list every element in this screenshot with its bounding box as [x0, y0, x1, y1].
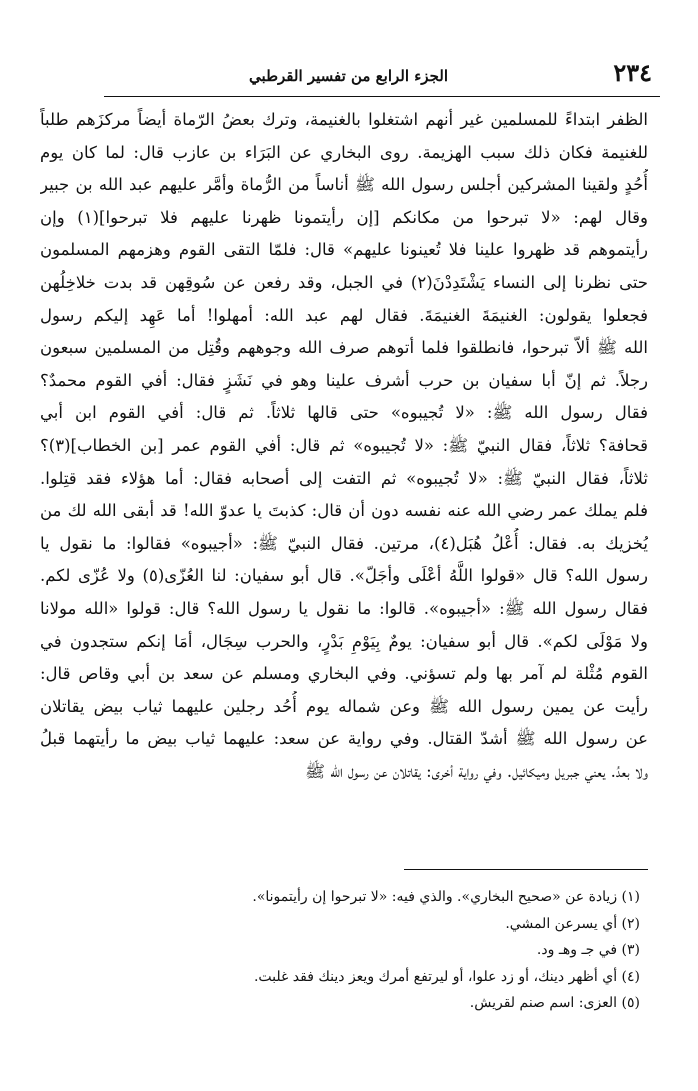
page-header	[108, 58, 652, 92]
header-rule	[104, 96, 660, 97]
footnote-3: (٣) في جـ وهـ ود.	[536, 942, 640, 958]
text-line: للغنيمة فكان ذلك سبب الهزيمة. روى البخاري عن البَرَاء بن عازب قال: لما كان يوم	[40, 142, 648, 162]
text-line: فقال رسول الله ﷺ: «أجيبوه». قالوا: ما نقول يا رسول الله؟ قال: قولوا «الله مولانا	[40, 598, 648, 618]
text-line: عن رسول الله ﷺ أشدّ القتال. وفي رواية عن سعد: عليهما ثياب بيض ما رأيتهما قبلُ	[40, 729, 648, 749]
running-title: الجزء الرابع من تفسير القرطبي	[249, 67, 448, 85]
footnote-rule	[404, 869, 648, 870]
text-line: ولا مَوْلَى لكم». قال أبو سفيان: يومٌ بِيَوْمِ بَدْرٍ، والحرب سِجَال، أمَا إنكم ستجدون في	[40, 631, 648, 651]
text-line: رأيتموهم قد ظهروا علينا فلا تُعينونا عليهم» قال: فلمّا التقى القوم وهزمهم المسلمون	[40, 240, 648, 260]
text-line: أُحُدٍ ولقينا المشركين أجلس رسول الله ﷺ أناساً من الرُّماة وأمَّر عليهم عبد الله بن جبير	[40, 175, 648, 195]
text-line: الظفر ابتداءً للمسلمين غير أنهم اشتغلوا بالغنيمة، وترك بعضُ الرّماة أيضاً مركزَهم طلباً	[40, 110, 648, 129]
footnote-5: (٥) العزى: اسم صنم لقريش.	[469, 995, 640, 1011]
text-line: قحافة؟ ثلاثاً، فقال النبيّ ﷺ: «لا تُجيبوه» ثم قال: أفي القوم عمر [بن الخطاب](٣)؟	[40, 435, 648, 455]
text-line: فجعلوا يقولون: الغنيمَةَ الغنيمَةَ. فقال لهم عبد الله: أمهلوا! أما عَهِد إليكم رسول	[40, 305, 648, 325]
text-line: ثلاثاً، فقال النبيّ ﷺ: «لا تُجيبوه» ثم التفت إلى أصحابه فقال: أما هؤلاء فقد قتِلوا.	[40, 468, 648, 488]
text-line: فلم يملك عمر رضي الله عنه نفسه دون أن قال: كذبتَ يا عدوّ الله! قد أبقى الله لك من	[40, 501, 648, 521]
footnote-2: (٢) أي يسرعن المشي.	[505, 915, 640, 932]
footnotes	[160, 884, 640, 1017]
text-line: رجلاً. ثم إنّ أبا سفيان بن حرب أشرف علينا وهو في نَشَزٍ فقال: أفي القوم محمدٌ؟	[40, 370, 648, 390]
text-line: فقال رسول الله ﷺ: «لا تُجيبوه» حتى قالها ثلاثاً. ثم قال: أفي القوم ابن أبي	[40, 403, 648, 423]
text-line: حتى نظرنا إلى النساء يَشْتَدِدْنَ(٢) في الجبل، وقد رفعن عن سُوقِهن قد بدت خلاخِلُهن	[40, 272, 648, 292]
text-line: رأيت عن يمين رسول الله ﷺ وعن شماله يوم أُحُد رجلين عليهما ثياب بيض يقاتلان	[40, 696, 648, 716]
footnote-1: (١) زيادة عن «صحيح البخاري». والذي فيه: «لا تبرحوا إن رأيتمونا».	[252, 889, 640, 905]
text-line: ولا بعدُ. يعني جبريل وميكائيل. وفي رواية أخرى: يقاتلان عن رسول الله ﷺ	[305, 761, 648, 781]
footnote-4: (٤) أي أظهر دينك، أو زد علوا، أو ليرتفع أمرك ويعز دينك فقد غلبت.	[253, 968, 640, 985]
text-line: رسول الله؟ قال «قولوا اللَّهُ أعْلَى وأجَلّ». قال أبو سفيان: لنا العُزّى(٥) ولا عُزّى لكم.	[40, 566, 648, 586]
text-line: وقال لهم: «لا تبرحوا من مكانكم [إن رأيتمونا ظهرنا عليهم فلا تبرحوا](١) وإن	[40, 207, 648, 227]
text-line: يُخزيك به. فقال: أُعْلُ هُبَل(٤)، مرتين. فقال النبيّ ﷺ: «أجيبوه» فقالوا: ما نقول يا	[40, 533, 648, 553]
text-line: الله ﷺ ألاّ تبرحوا، فانطلقوا فلما أتوهم صرف الله وجوههم وقُتِل من المسلمين سبعون	[40, 338, 648, 358]
page-number: ٢٣٤	[613, 58, 652, 87]
text-line: القوم مُثْلة لم آمر بها ولم تسؤني. وفي البخاري ومسلم عن سعد بن أبي وقاص قال:	[40, 664, 648, 684]
body-text	[40, 104, 648, 788]
